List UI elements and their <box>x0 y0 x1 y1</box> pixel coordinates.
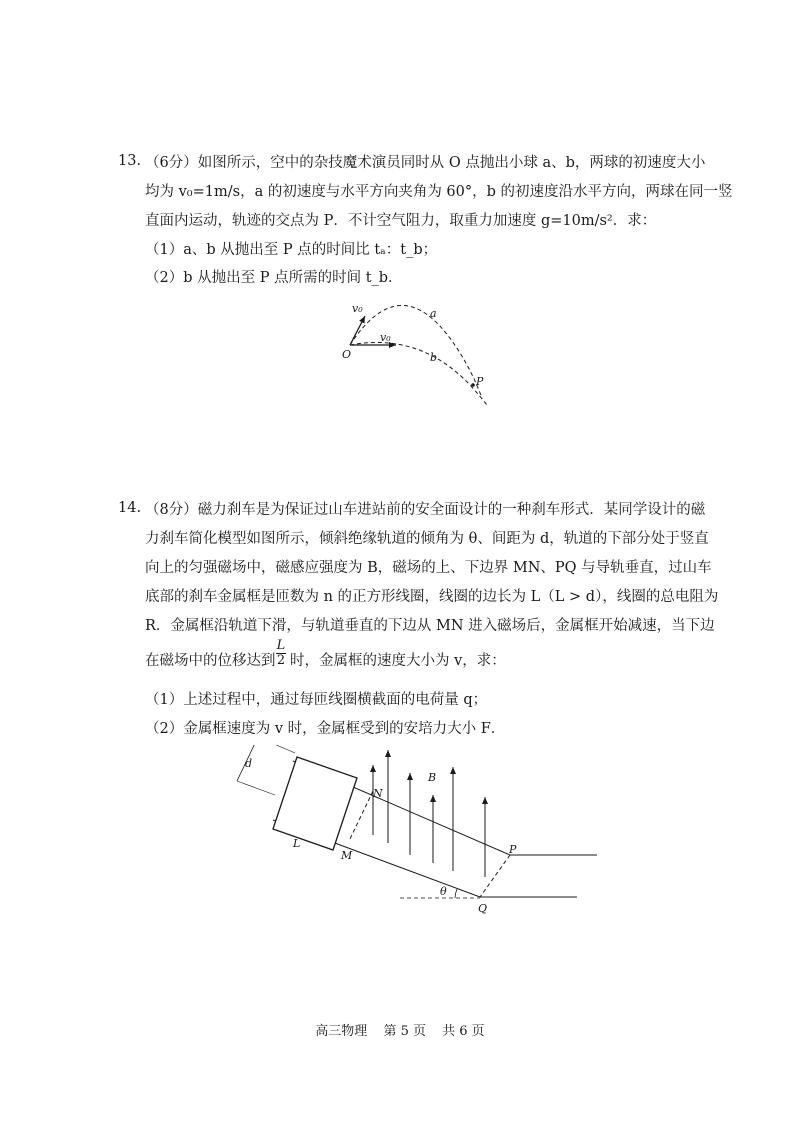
footer-page-number: 第 5 页 <box>383 1024 426 1039</box>
q14-line-5: R．金属框沿轨道下滑，与轨道垂直的下边从 MN 进入磁场后，金属框开始减速，当下边 <box>145 618 715 634</box>
metal-frame-coil <box>273 757 357 850</box>
trajectory-a <box>350 305 482 398</box>
q13-subquestion-2: （2）b 从抛出至 P 点所需的时间 t_b． <box>145 270 403 286</box>
q13-line-3: 直面内运动，轨迹的交点为 P．不计空气阻力，取重力加速度 g=10m/s²．求： <box>145 213 657 229</box>
velocity-vector-a <box>350 316 365 345</box>
fraction-numerator: L <box>276 638 286 653</box>
label-v0-b: v₀ <box>380 331 391 344</box>
boundary-MN <box>349 791 373 841</box>
point-P-dot <box>471 383 475 387</box>
label-a: a <box>430 307 437 320</box>
q13-projectile-figure <box>330 288 500 413</box>
q14-line-6b: 时，金属框的速度大小为 v，求： <box>290 653 506 669</box>
q14-magnetic-brake-figure <box>225 745 605 915</box>
q13-line-1: （6分）如图所示，空中的杂技魔术演员同时从 O 点抛出小球 a、b，两球的初速度大小 <box>145 155 706 171</box>
label-v0-a: v₀ <box>352 302 363 315</box>
label-d: d <box>245 757 253 770</box>
q14-line-4: 底部的刹车金属框是匝数为 n 的正方形线圈，线圈的边长为 L（L > d），线圈的总电阻为 <box>145 589 719 605</box>
q14-line-6a: 在磁场中的位移达到 <box>145 653 276 669</box>
angle-arc <box>455 889 457 898</box>
page-footer <box>0 1020 800 1039</box>
label-N: N <box>373 787 383 800</box>
label-B: B <box>428 771 437 784</box>
q13-number: 13. <box>118 153 142 169</box>
q13-subquestion-1: （1）a、b 从抛出至 P 点的时间比 tₐ：t_b； <box>145 242 438 258</box>
q13-line-2: 均为 v₀=1m/s，a 的初速度与水平方向夹角为 60°，b 的初速度沿水平方向，两球在同一竖 <box>145 184 733 200</box>
label-b: b <box>430 351 438 364</box>
label-O: O <box>342 348 352 361</box>
q14-number: 14. <box>118 500 142 516</box>
label-theta: θ <box>440 885 447 898</box>
label-P: P <box>476 375 484 388</box>
q14-subquestion-2: （2）金属框速度为 v 时，金属框受到的安培力大小 F． <box>145 721 506 737</box>
label-L: L <box>293 837 301 850</box>
label-M: M <box>341 849 353 862</box>
fraction-denominator: 2 <box>276 653 286 668</box>
label-Q: Q <box>478 902 488 915</box>
q14-subquestion-1: （1）上述过程中，通过每匝线圈横截面的电荷量 q； <box>145 692 488 708</box>
label-P: P <box>509 843 517 856</box>
q14-line-2: 力刹车简化模型如图所示，倾斜绝缘轨道的倾角为 θ、间距为 d，轨道的下部分处于竖直 <box>145 531 709 547</box>
q14-line-1: （8分）磁力刹车是为保证过山车进站前的安全面设计的一种刹车形式．某同学设计的磁 <box>145 502 706 518</box>
trajectory-b <box>350 342 487 405</box>
fraction-L-over-2 <box>274 639 288 668</box>
footer-total-pages: 共 6 页 <box>442 1024 485 1039</box>
q14-line-3: 向上的匀强磁场中，磁感应强度为 B，磁场的上、下边界 MN、PQ 与导轨垂直，过山车 <box>145 560 712 576</box>
footer-subject: 高三物理 <box>315 1024 368 1039</box>
